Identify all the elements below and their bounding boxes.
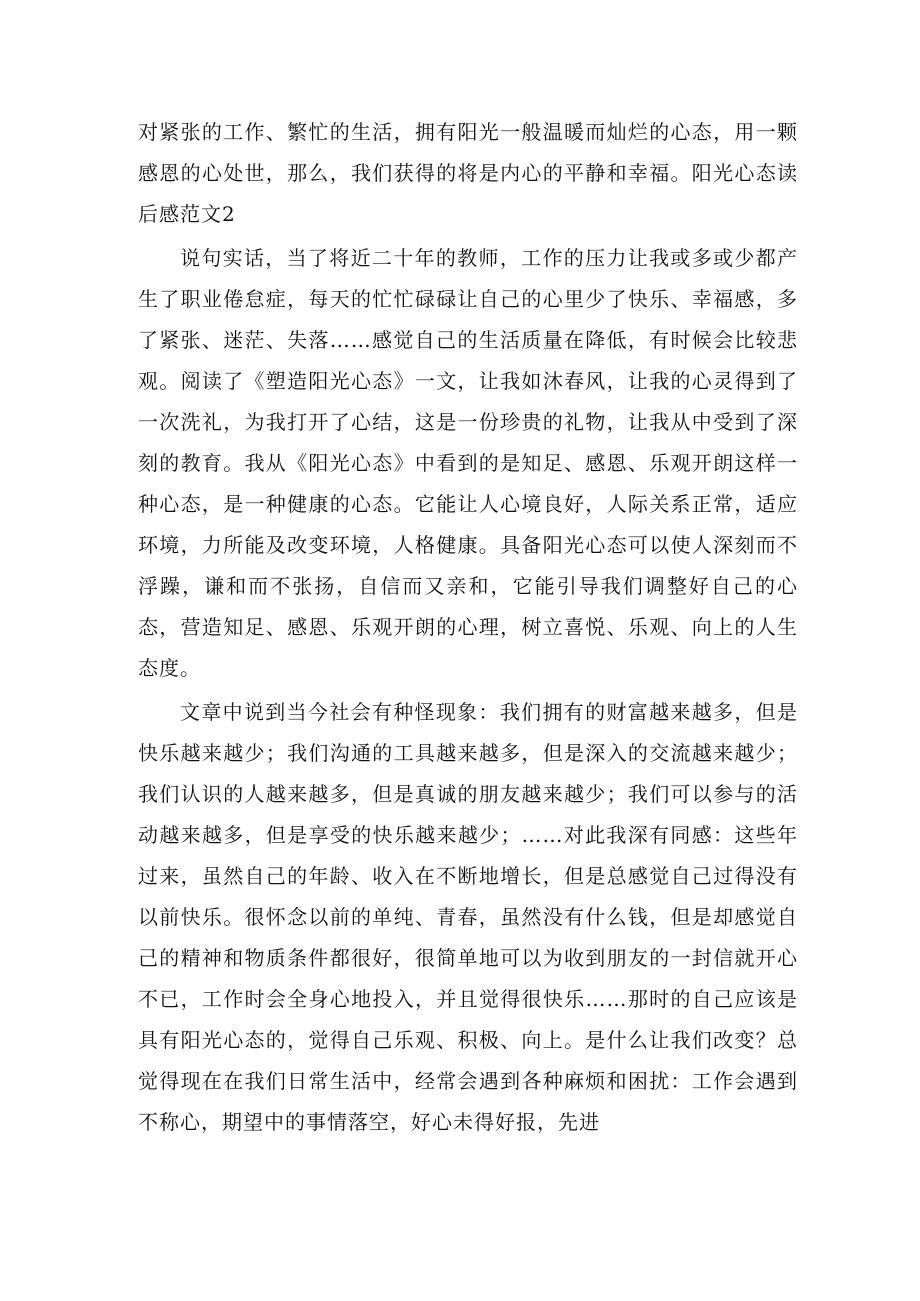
body-text: [138, 112, 798, 1143]
paragraph-continuation: 对紧张的工作、繁忙的生活，拥有阳光一般温暖而灿烂的心态，用一颗感恩的心处世，那么，我们获得的将是内心的平静和幸福。阳光心态读后感范文2: [138, 120, 798, 226]
paragraph-teacher-reflection: 说句实话，当了将近二十年的教师，工作的压力让我或多或少都产生了职业倦怠症，每天的忙忙碌碌让自己的心里少了快乐、幸福感，多了紧张、迷茫、失落……感觉自己的生活质量在降低，有时候会比较悲观。阅读了《塑造阳光心态》一文，让我如沐春风，让我的心灵得到了一次洗礼，为我打开了心结，这是一份珍贵的礼物，让我从中受到了深刻的教育。我从《阳光心态》中看到的是知足、感恩、乐观开朗这样一种心态，是一种健康的心态。它能让人心境良好，人际关系正常，适应环境，力所能及改变环境，人格健康。具备阳光心态可以使人深刻而不浮躁，谦和而不张扬，自信而又亲和，它能引导我们调整好自己的心态，营造知足、感恩、乐观开朗的心理，树立喜悦、乐观、向上的人生态度。: [138, 246, 798, 680]
paragraph-social-phenomenon: 文章中说到当今社会有种怪现象：我们拥有的财富越来越多，但是快乐越来越少；我们沟通的工具越来越多，但是深入的交流越来越少；我们认识的人越来越多，但是真诚的朋友越来越少；我们可以参与的活动越来越多，但是享受的快乐越来越少；……对此我深有同感：这些年过来，虽然自己的年龄、收入在不断地增长，但是总感觉自己过得没有以前快乐。很怀念以前的单纯、青春，虽然没有什么钱，但是却感觉自己的精神和物质条件都很好，很简单地可以为收到朋友的一封信就开心不已，工作时会全身心地投入，并且觉得很快乐……那时的自己应该是具有阳光心态的，觉得自己乐观、积极、向上。是什么让我们改变？总觉得现在在我们日常生活中，经常会遇到各种麻烦和困扰：工作会遇到不称心，期望中的事情落空，好心未得好报，先进: [138, 700, 798, 1134]
